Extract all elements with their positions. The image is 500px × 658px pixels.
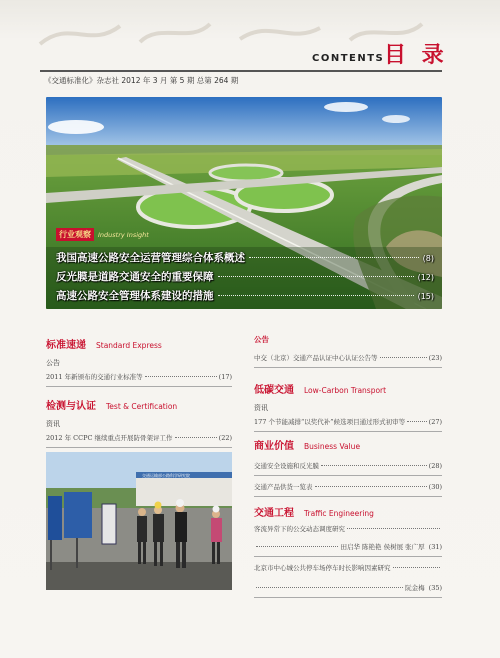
page-number: (35) — [428, 584, 442, 592]
divider — [254, 556, 442, 557]
entry-title: 177 个节能减排“以奖代补”候选项目通过形式初审等 — [254, 418, 406, 426]
section-title-zh: 商业价值 — [254, 441, 294, 452]
section-business-value — [254, 437, 442, 497]
entry-authors: 阮金梅 — [405, 584, 425, 592]
section-low-carbon — [254, 381, 442, 432]
entry-authors: 田启华 陈艳艳 侯树展 张广厚 — [340, 543, 425, 551]
section-title-zh: 检测与认证 — [46, 401, 96, 412]
tag-zh: 行业观察 — [56, 228, 94, 241]
featured-article[interactable] — [56, 250, 434, 269]
page-number: (17) — [218, 373, 232, 381]
page-number: (30) — [428, 483, 442, 491]
entry-title: 交通产品供货一览表 — [254, 483, 313, 491]
page-number: (31) — [428, 543, 442, 551]
section-traffic-engineering — [254, 504, 442, 598]
toc-entry[interactable] — [254, 563, 442, 575]
article-title: 高速公路安全管理体系建设的措施 — [56, 290, 214, 302]
subsection-label: 公告 — [46, 359, 60, 367]
toc-entry[interactable] — [254, 417, 442, 429]
divider — [254, 431, 442, 432]
section-standard-express — [46, 336, 232, 387]
leader-dots — [256, 546, 338, 547]
leader-dots — [407, 421, 427, 422]
leader-dots — [256, 587, 403, 588]
inspection-photo — [46, 452, 232, 590]
header-rule — [40, 70, 442, 72]
page-number: (28) — [428, 462, 442, 470]
entry-title: 2011 年新颁布的交通行业标准等 — [46, 373, 143, 381]
toc-entry[interactable] — [254, 482, 442, 494]
leader-dots — [321, 465, 427, 466]
leader-dots — [249, 257, 419, 258]
industry-insight-tag — [56, 228, 149, 241]
section-title-zh: 标准速递 — [46, 340, 86, 351]
entry-title: 客流异常下的公交动态调度研究 — [254, 525, 345, 533]
section-title-en: Low-Carbon Transport — [304, 386, 387, 395]
entry-title: 北京市中心城公共停车场停车时长影响因素研究 — [254, 564, 391, 572]
section-title-en: Traffic Engineering — [304, 509, 374, 518]
section-title-en: Standard Express — [96, 341, 162, 350]
leader-dots — [218, 295, 414, 296]
section-title-zh: 低碳交通 — [254, 385, 294, 396]
page-number: (8) — [422, 254, 434, 263]
subsection-label: 资讯 — [254, 404, 268, 412]
section-header — [254, 381, 442, 397]
page-number: (15) — [417, 292, 434, 301]
toc-entry[interactable] — [254, 461, 442, 473]
toc-entry-authors[interactable] — [254, 583, 442, 595]
page-number: (23) — [428, 354, 442, 362]
tag-en: Industry Insight — [98, 230, 149, 239]
leader-dots — [347, 528, 440, 529]
entry-title: 2012 年 CCPC 继续重点开展防骨架评工作 — [46, 434, 173, 442]
contents-label-en: CONTENTS — [312, 53, 385, 64]
divider — [254, 367, 442, 368]
page-number: (22) — [218, 434, 232, 442]
inspection-scene-image — [46, 452, 232, 590]
toc-entry[interactable] — [254, 353, 442, 365]
divider — [254, 475, 442, 476]
leader-dots — [218, 276, 414, 277]
divider — [46, 386, 232, 387]
toc-entry[interactable] — [46, 433, 232, 445]
section-title-zh: 公告 — [254, 335, 269, 344]
toc-entry[interactable] — [46, 372, 232, 384]
leader-dots — [315, 486, 427, 487]
section-notice — [254, 334, 442, 368]
toc-entry[interactable] — [254, 524, 442, 536]
section-header — [46, 336, 232, 352]
issue-info: 《交通标准化》杂志社 2012 年 3 月 第 5 期 总第 264 期 — [44, 76, 239, 85]
section-header — [254, 437, 442, 453]
section-title-en: Test & Certification — [106, 402, 178, 411]
contents-label-zh: 目 录 — [384, 43, 448, 68]
entry-title: 交通安全设施和反光膜 — [254, 462, 319, 470]
toc-entry-authors[interactable] — [254, 542, 442, 554]
section-title-zh: 交通工程 — [254, 508, 294, 519]
featured-article[interactable] — [56, 288, 434, 307]
entry-title: 中交（北京）交通产品认证中心认证公告等 — [254, 354, 378, 362]
featured-article[interactable] — [56, 269, 434, 288]
divider — [254, 597, 442, 598]
leader-dots — [175, 437, 217, 438]
section-title-en: Business Value — [304, 442, 361, 451]
article-title: 反光膜是道路交通安全的重要保障 — [56, 271, 214, 283]
divider — [46, 447, 232, 448]
leader-dots — [380, 357, 427, 358]
leader-dots — [145, 376, 217, 377]
article-title: 我国高速公路安全运营管理综合体系概述 — [56, 252, 245, 264]
section-header — [254, 504, 442, 520]
subsection-label: 资讯 — [46, 420, 60, 428]
building-sign-text: 交通运输部公路科学研究院 — [142, 473, 190, 478]
section-test-certification — [46, 397, 232, 448]
page-number: (12) — [417, 273, 434, 282]
page-number: (27) — [428, 418, 442, 426]
featured-articles — [56, 250, 434, 307]
section-header — [46, 397, 232, 413]
leader-dots — [393, 567, 441, 568]
divider — [254, 496, 442, 497]
